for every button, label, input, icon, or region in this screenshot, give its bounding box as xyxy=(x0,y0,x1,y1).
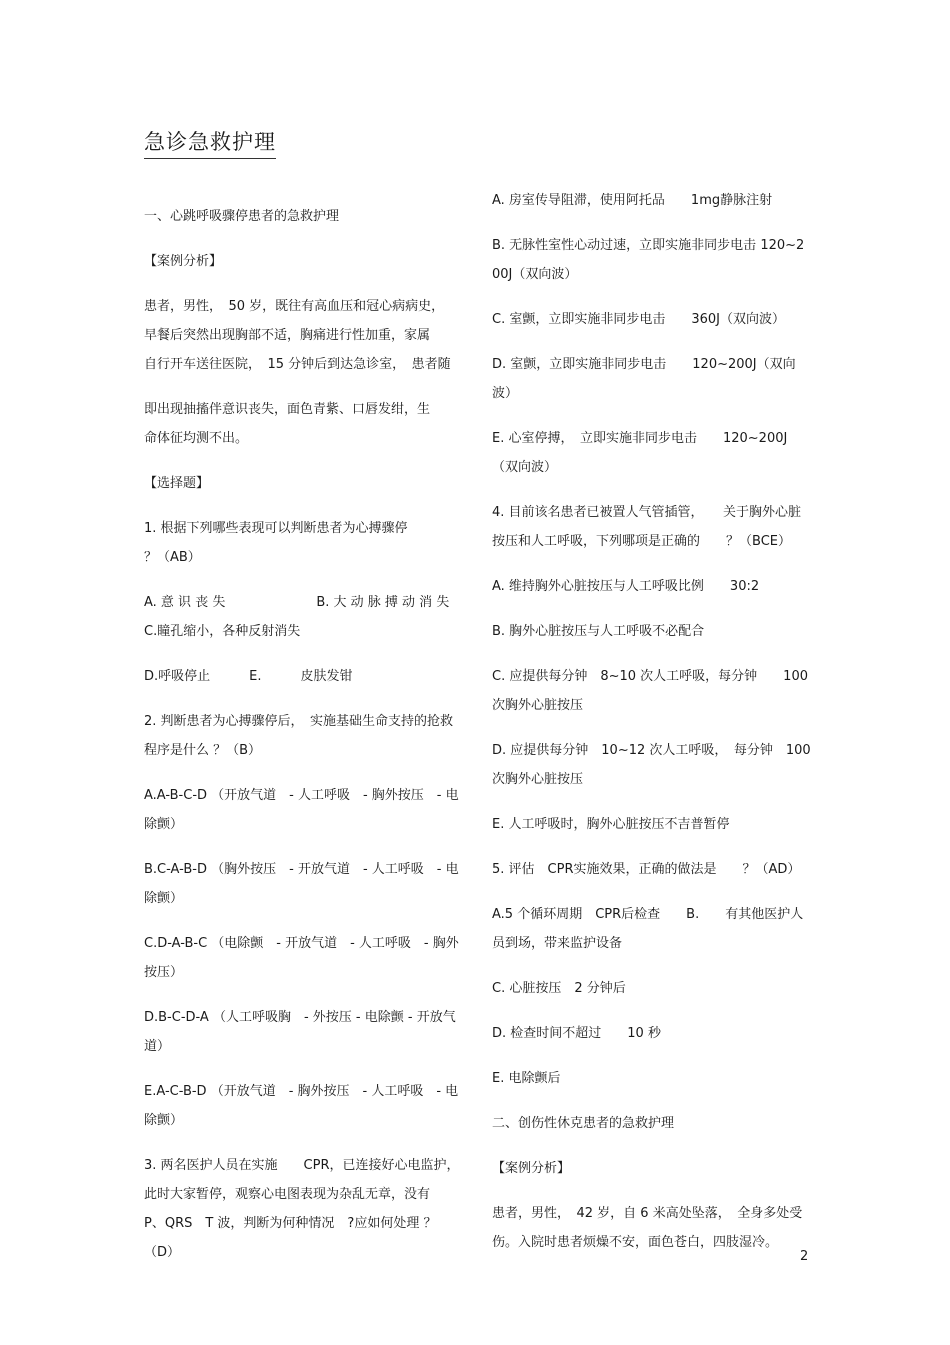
question-1-option: A. 意 识 丧 失 B. 大 动 脉 搏 动 消 失 xyxy=(144,595,450,610)
question-3-line: P、QRS T 波，判断为何种情况 ?应如何处理 ？（D） xyxy=(144,1216,437,1260)
case-analysis-label-2: 【案例分析】 xyxy=(492,1161,571,1176)
case-2-text-line: 患者，男性， 42 岁，自 6 米高处坠落， 全身多处受 xyxy=(492,1206,803,1221)
choice-section-label: 【选择题】 xyxy=(144,476,210,491)
question-4-option: D. 应提供每分钟 10~12 次人工呼吸， 每分钟 100 次胸外心脏按压 xyxy=(492,743,811,787)
question-3-line: 3. 两名医护人员在实施 CPR，已连接好心电监护， xyxy=(144,1158,460,1173)
question-2-option: B.C-A-B-D （胸外按压 - 开放气道 - 人工呼吸 - 电除颤） xyxy=(144,862,459,906)
page-title: 急诊急救护理 xyxy=(144,126,276,159)
question-5: 5. 评估 CPR实施效果，正确的做法是 ？（AD） xyxy=(492,862,801,877)
page-number: 2 xyxy=(800,1249,809,1264)
question-2-option: A.A-B-C-D （开放气道 - 人工呼吸 - 胸外按压 - 电除颤） xyxy=(144,788,459,832)
question-1: 1. 根据下列哪些表现可以判断患者为心搏骤停 ？（AB） xyxy=(144,521,460,565)
section-heading-2: 二、创伤性休克患者的急救护理 xyxy=(492,1116,675,1131)
case-text-line: 早餐后突然出现胸部不适，胸痛进行性加重，家属 xyxy=(144,328,431,343)
right-column xyxy=(492,186,812,1257)
question-5-option: C. 心脏按压 2 分钟后 xyxy=(492,981,626,996)
case-text-line: 自行开车送往医院， 15 分钟后到达急诊室， 患者随 xyxy=(144,357,451,372)
question-4-option: B. 胸外心脏按压与人工呼吸不必配合 xyxy=(492,624,705,639)
question-1-option: C.瞳孔缩小，各种反射消失 xyxy=(144,624,301,639)
case-text-line: 患者，男性， 50 岁，既往有高血压和冠心病病史， xyxy=(144,299,445,314)
question-1-option: D.呼吸停止 E. 皮肤发钳 xyxy=(144,669,353,684)
case-text-line: 命体征均测不出。 xyxy=(144,431,249,446)
question-2-option: D.B-C-D-A （人工呼吸胸 - 外按压 - 电除颤 - 开放气道） xyxy=(144,1010,456,1054)
case-analysis-label: 【案例分析】 xyxy=(144,254,223,269)
case-text-line: 即出现抽搐伴意识丧失，面色青紫、口唇发绀，生 xyxy=(144,402,431,417)
section-heading-1: 一、心跳呼吸骤停患者的急救护理 xyxy=(144,209,340,224)
question-3-line: 此时大家暂停，观察心电图表现为杂乱无章，没有 xyxy=(144,1187,431,1202)
left-column xyxy=(144,202,464,1267)
question-3-option: E. 心室停搏， 立即实施非同步电击 120~200J（双向波） xyxy=(492,431,788,475)
question-4-option: E. 人工呼吸时，胸外心脏按压不吉普暂停 xyxy=(492,817,730,832)
question-3-option: B. 无脉性室性心动过速，立即实施非同步电击 120~200J（双向波） xyxy=(492,238,805,282)
question-3-option: C. 室颤，立即实施非同步电击 360J（双向波） xyxy=(492,312,785,327)
question-5-option: A.5 个循环周期 CPR后检查 B. 有其他医护人员到场，带来监护设备 xyxy=(492,907,804,951)
question-3-option: D. 室颤，立即实施非同步电击 120~200J（双向波） xyxy=(492,357,796,401)
question-4-option: A. 维持胸外心脏按压与人工呼吸比例 30:2 xyxy=(492,579,760,594)
question-4-option: C. 应提供每分钟 8~10 次人工呼吸，每分钟 100 次胸外心脏按压 xyxy=(492,669,808,713)
question-2-option: E.A-C-B-D （开放气道 - 胸外按压 - 人工呼吸 - 电除颤） xyxy=(144,1084,459,1128)
question-5-option: E. 电除颤后 xyxy=(492,1071,561,1086)
question-2: 2. 判断患者为心搏骤停后， 实施基础生命支持的抢救程序是什么 ？（B） xyxy=(144,714,454,758)
case-2-text-line: 伤。入院时患者烦燥不安，面色苍白，四肢湿冷。 xyxy=(492,1235,779,1250)
question-2-option: C.D-A-B-C （电除颤 - 开放气道 - 人工呼吸 - 胸外按压） xyxy=(144,936,459,980)
question-5-option: D. 检查时间不超过 10 秒 xyxy=(492,1026,661,1041)
question-4: 4. 目前该名患者已被置人气管插管， 关于胸外心脏按压和人工呼吸，下列哪项是正确的 ？（BCE） xyxy=(492,505,802,549)
question-3-option: A. 房室传导阻滞，使用阿托品 1mg静脉注射 xyxy=(492,193,773,208)
